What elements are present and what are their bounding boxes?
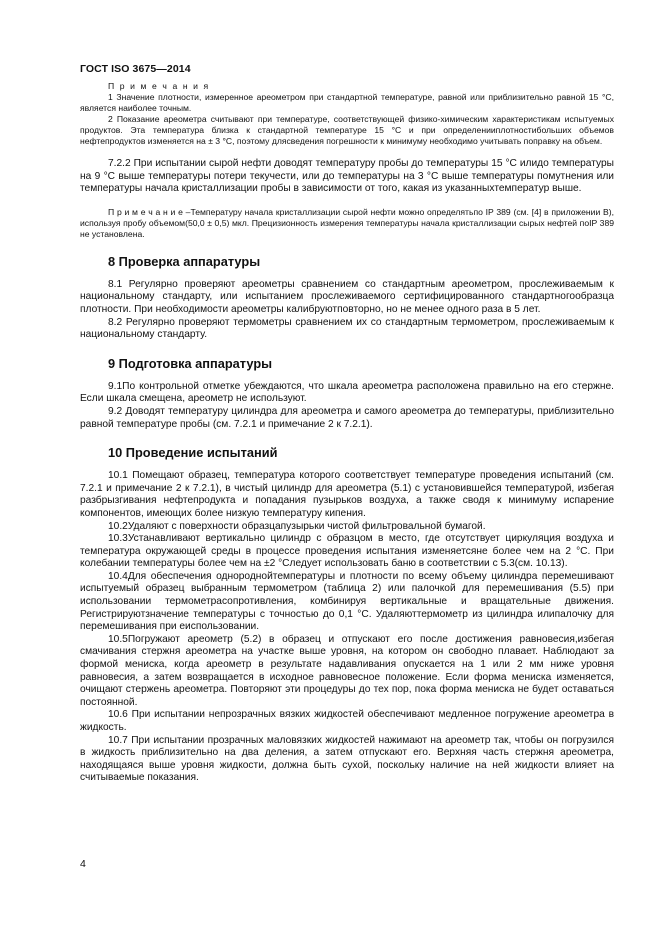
section-10-title: 10 Проведение испытаний [108, 445, 278, 461]
paragraph-10-3: 10.3Устанавливают вертикально цилиндр с образцом в место, где отсутствует циркуляция воздуха и температура окружающей среды в процессе проведения испытания изменяетсяне более чем на 2 °С. При колебании температуры более чем на ±2 °Следует использовать баню в соответствии с 5.3(см. 10.13). [80, 533, 614, 570]
document-code-header: ГОСТ ISO 3675—2014 [80, 63, 191, 75]
paragraph-10-6: 10.6 При испытании непрозрачных вязких жидкостей обеспечивают медленное погружение ареометра в жидкость. [80, 709, 614, 733]
paragraph-9-1: 9.1По контрольной отметке убеждаются, что шкала ареометра расположена правильно на его стержне. Если шкала смещена, ареометр не используют. [80, 380, 614, 405]
paragraph-8-1: 8.1 Регулярно проверяют ареометры сравнением со стандартным ареометром, прослеживаемым к национальному стандарту, или испытанием прослеживаемого сертифицированного стандартногообразца плотности. При необходимости ареометры калибруютповторно, но не менее одного раза в 5 лет. [80, 278, 614, 315]
paragraph-9-2: 9.2 Доводят температуру цилиндра для ареометра и самого ареометра до температуры, приблизительно равной температуре пробы (см. 7.2.1 и примечание 2 к 7.2.1). [80, 405, 614, 430]
paragraph-10-2: 10.2Удаляют с поверхности образцапузырьки чистой фильтровальной бумагой. [108, 520, 486, 532]
paragraph-8-2: 8.2 Регулярно проверяют термометры сравнением их со стандартным термометром, прослеживаемым к национальному стандарту. [80, 316, 614, 341]
paragraph-10-5: 10.5Погружают ареометр (5.2) в образец и отпускают его после достижения равновесия,избегая смачивания стержня ареометра на участке выше уровня, на котором он свободно плавает. Наблюдают за формой мениска, когда ареометр в результате надавливания опускается на 1 или 2 мм ниже уровня равновесия, а затем возвращается в исходное равновесное положение. Если форма мениска изменяется, очищают стержень ареометра. Повторяют эти процедуры до тех пор, пока форма мениска не будет оставаться постоянной. [80, 633, 614, 708]
note-item-2: 2 Показание ареометра считывают при температуре, соответствующей физико-химическим характеристикам испытуемых продуктов. Эта температура близка к стандартной температуре 15 °С и при определенииплотностибольших объемов нефтепродуктов изменяется на ± 3 °С, поэтому длясведения погрешности к минимуму необходимо учитывать поправку на объем. [80, 114, 614, 146]
page-number: 4 [80, 858, 86, 870]
section-8-title: 8 Проверка аппаратуры [108, 253, 261, 269]
note-crystallization: П р и м е ч а н и е –Температуру начала кристаллизации сырой нефти можно определятьпо IP 389 (см. [4] в приложении В), используя пробу объемом(50,0 ± 0,5) мкл. Прецизионность измерения температуры начала кристаллизации сырых нефтей поIP 389 не установлена. [80, 206, 614, 239]
note-item-1: 1 Значение плотности, измеренное ареометром при стандартной температуре, равной или приблизительно равной 15 °С, является наиболее точным. [80, 92, 614, 113]
paragraph-10-7: 10.7 При испытании прозрачных маловязких жидкостей нажимают на ареометр так, чтобы он погрузился в жидкость приблизительно на два деления, а затем отпускают его. Верхняя часть стержня ареометра, находящаяся выше уровня жидкости, должна быть сухой, поскольку наличие на ней жидкости влияет на считываемые показания. [80, 734, 614, 784]
paragraph-10-1: 10.1 Помещают образец, температура которого соответствует температуре проведения испытаний (см. 7.2.1 и примечание 2 к 7.2.1), в чистый цилиндр для ареометра (5.1) с установившейся температурой, избегая разбрызгивания нефтепродукта и попадания пузырьков воздуха, а также сводя к минимуму испарение компонентов, имеющих более низкую температуру кипения. [80, 470, 614, 519]
paragraph-10-4: 10.4Для обеспечения однороднойтемпературы и плотности по всему объему цилиндра перемешивают испытуемый образец выбранным термометром (таблица 2) или палочкой для перемешивания (5.5) при использовании термометрасопротивления, комбинируя вертикальные и вращательные движения. Регистрируютзначение температуры с точностью до 0,1 °С. Удаляюттермометр из цилиндра илипалочку для перемешивания при еиспользовании. [80, 570, 614, 633]
section-9-title: 9 Подготовка аппаратуры [108, 355, 273, 371]
paragraph-7-2-2: 7.2.2 При испытании сырой нефти доводят температуру пробы до температуры 15 °С илидо температуры на 9 °С выше температуры потери текучести, или до температуры на 3 °С выше температуры помутнения или температуры начала кристаллизации пробы в зависимости от того, какая из указанныхтемператур выше. [80, 158, 614, 195]
page-content [80, 81, 614, 785]
notes-heading: П р и м е ч а н и я [108, 81, 210, 91]
